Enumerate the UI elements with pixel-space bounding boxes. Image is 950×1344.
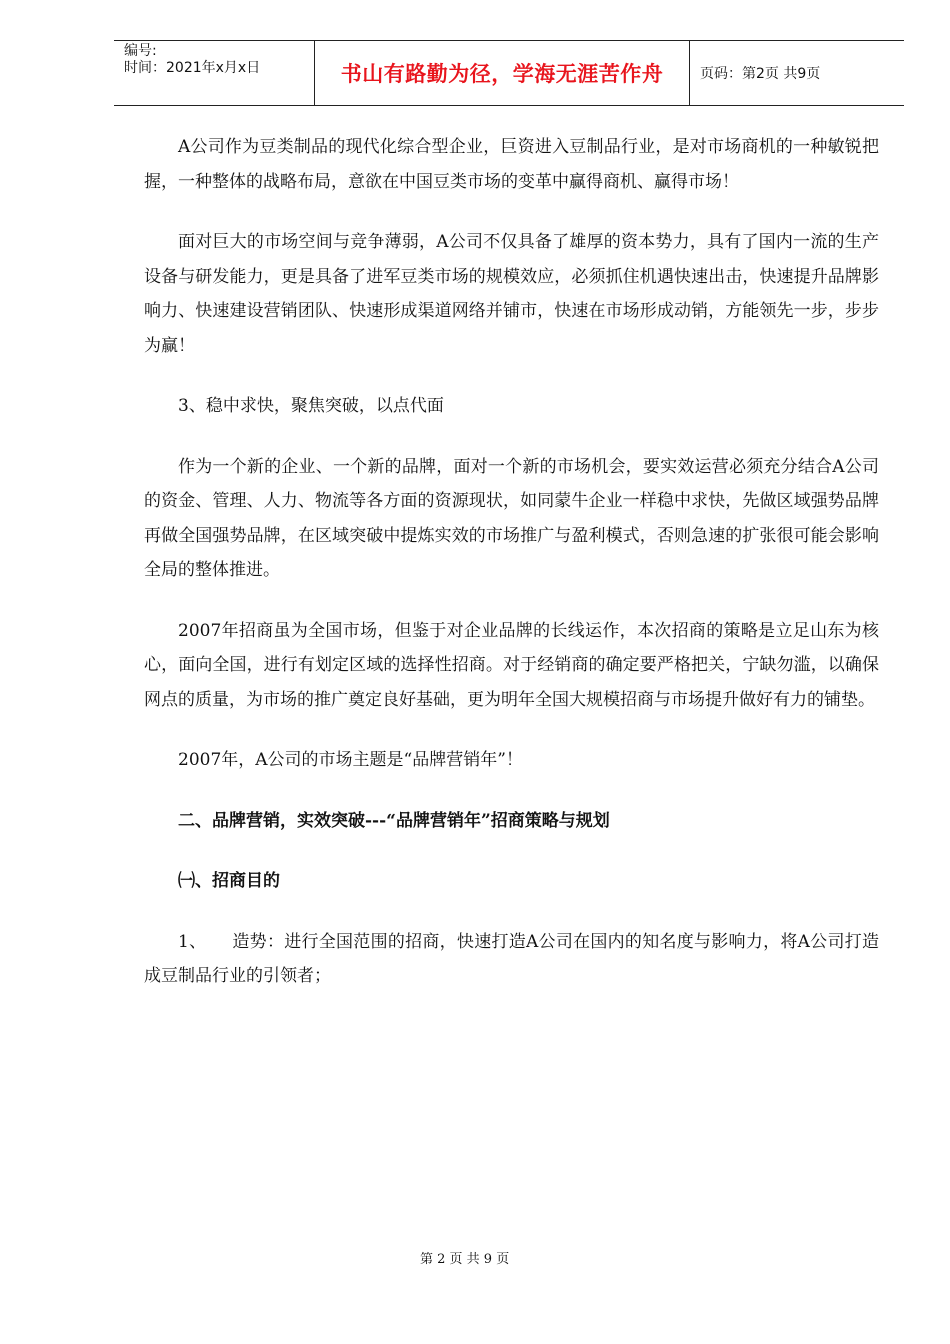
section-point-heading: 3、稳中求快，聚焦突破，以点代面 [178, 396, 444, 416]
header-page-cell [690, 41, 905, 106]
paragraph: 面对巨大的市场空间与竞争薄弱，A公司不仅具备了雄厚的资本势力，具有了国内一流的生产设备与研发能力，更是具备了进军豆类市场的规模效应，必须抓住机遇快速出击，快速提升品牌影响力、快速建设营销团队、快速形成渠道网络并铺市，快速在市场形成动销，方能领先一步，步步为赢！ [144, 232, 879, 356]
paragraph: A公司作为豆类制品的现代化综合型企业，巨资进入豆制品行业，是对市场商机的一种敏锐把握，一种整体的战略布局，意欲在中国豆类市场的变革中赢得商机、赢得市场！ [144, 137, 879, 192]
section-heading: 二、品牌营销，实效突破---“品牌营销年”招商策略与规划 [178, 810, 610, 831]
header-motto: 书山有路勤为径，学海无涯苦作舟 [340, 62, 664, 86]
document-number-label: 编号: [124, 43, 157, 59]
paragraph: 2007年招商虽为全国市场，但鉴于对企业品牌的长线运作，本次招商的策略是立足山东为核心，面向全国，进行有划定区域的选择性招商。对于经销商的确定要严格把关，宁缺勿滥，以确保网点的质量，为市场的推广奠定良好基础，更为明年全国大规模招商与市场提升做好有力的铺垫。 [144, 620, 879, 710]
paragraph: 2007年，A公司的市场主题是“品牌营销年”！ [178, 750, 523, 770]
paragraph: 作为一个新的企业、一个新的品牌，面对一个新的市场机会，要实效运营必须充分结合A公司的资金、管理、人力、物流等各方面的资源现状，如同蒙牛企业一样稳中求快，先做区域强势品牌再做全国强势品牌，在区域突破中提炼实效的市场推广与盈利模式，否则急速的扩张很可能会影响全局的整体推进。 [144, 456, 879, 580]
footer-page-number: 第 2 页 共 9 页 [420, 1252, 510, 1267]
page-footer [0, 1248, 950, 1267]
header-motto-cell [315, 41, 690, 106]
paragraph: 1、 造势：进行全国范围的招商，快速打造A公司在国内的知名度与影响力，将A公司打造成豆制品行业的引领者； [144, 931, 879, 986]
subsection-heading: ㈠、招商目的 [178, 871, 280, 891]
header-page-code: 页码：第2页 共9页 [700, 66, 821, 82]
document-time-label: 时间：2021年x月x日 [124, 60, 261, 76]
page-header [114, 40, 904, 106]
header-meta-cell [114, 41, 315, 106]
document-body [144, 130, 879, 1020]
